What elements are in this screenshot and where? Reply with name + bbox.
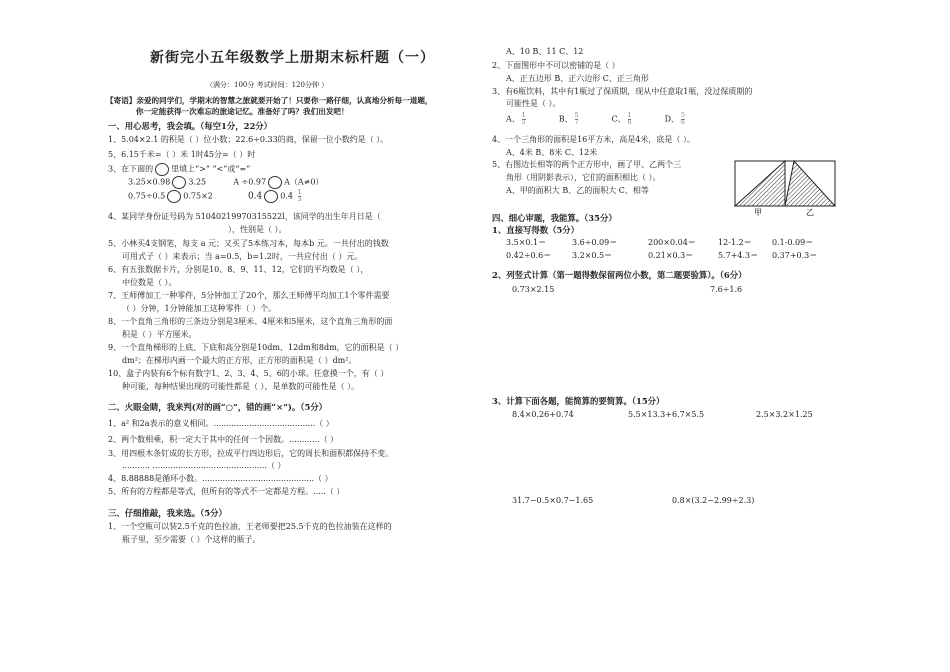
compare-4-left: 0.4	[247, 191, 263, 202]
q1-5: 5、小林买4支钢笔，每支 a 元；又买了5本练习本，每本b 元。一共付出的钱数	[108, 239, 389, 248]
q2-2: 2、两个数相乘，积一定大于其中的任何一个因数。............（ ）	[108, 435, 339, 444]
calc-1: 8.4×0.26+0.74	[512, 410, 574, 419]
q2-5: 5、所有的方程都是等式，但所有的等式不一定都是方程。.....（ ）	[108, 487, 345, 496]
q1-3-row1	[108, 176, 323, 189]
triangle-jia	[735, 161, 785, 206]
q3-5: 5、右图边长相等的两个正方形中，画了甲、乙两个三	[492, 160, 682, 169]
q3-3: 3、有6瓶饮料，其中有1瓶过了保质期，现从中任意取1瓶，没过保质期的	[492, 87, 753, 96]
section2-heading: 二、火眼金睛，我来判(对的画“○”，错的画“×”)。（5分）	[108, 402, 328, 412]
vertical-calc-1: 0.73×2.15	[512, 285, 555, 294]
mental-item: 5.7+4.3＝	[718, 251, 759, 260]
compare-2-right: A（A≠0）	[284, 177, 324, 187]
q3-4-options: A、4米 B、8米 C、12米	[506, 148, 598, 157]
answer-circle	[155, 163, 169, 176]
q3-3-options: A、 $\frac{1}{5}$ B、 $\frac{5}{7}$ C、 $\frac{1}{6}$ D、 $\frac{5}{6}$	[506, 112, 685, 126]
q2-3b: ........... .............................................（ ）	[122, 461, 286, 470]
q1-6: 6、有五张数据卡片，分别是10、8、9、11、12，它们的平均数是（ ），	[108, 265, 369, 274]
fraction: $\frac{1}{3}$	[297, 189, 302, 203]
q3-5b: 角形（用阴影表示），它们的面积相比（ ）。	[506, 173, 661, 182]
q1-6b: 中位数是（ ）。	[122, 278, 177, 287]
compare-1-right: 3.25	[188, 177, 207, 187]
q1-3-row2	[108, 190, 303, 203]
fraction: $\frac{5}{6}$	[680, 112, 685, 126]
compare-circle	[268, 176, 282, 189]
triangle-yi	[785, 161, 835, 206]
q3-1-options: A、10 B、11 C、12	[506, 47, 584, 56]
q3-1b: 瓶子里，至少需要（ ）个这样的瓶子。	[122, 535, 261, 544]
calc-5: 0.8×(3.2−2.99÷2.3)	[672, 496, 755, 505]
q1-9b: dm²；在梯形内画一个最大的正方形，正方形的面积是（ ）dm²。	[122, 356, 357, 365]
label-jia: 甲	[754, 208, 762, 217]
mental-item: 0.37+0.3＝	[772, 251, 818, 260]
q2-1: 1、a² 和2a表示的意义相同。........................................（ ）	[108, 419, 334, 428]
q3-1: 1、一个空瓶可以装2.5千克的色拉油，王老师要把25.5千克的色拉油装在这样的	[108, 522, 392, 531]
q1-8: 8、一个直角三角形的三条边分别是3厘米、4厘米和5厘米，这个直角三角形的面	[108, 317, 393, 326]
compare-circle	[264, 190, 278, 203]
q1-3-text-b: 里填上“>” “<”或“=”	[171, 164, 251, 174]
mental-item: 3.5×0.1＝	[506, 238, 547, 247]
q1-5b: 可用式子（ ）来表示；当 a=0.5，b=1.2时，一共应付出（ ）元。	[122, 252, 363, 261]
calc-2: 5.5×13.3+6.7×5.5	[628, 410, 705, 419]
q1-2: 5、6.15千米=（ ）米 1时45分=（ ）时	[108, 150, 256, 159]
calc-3: 2.5×3.2×1.25	[756, 410, 813, 419]
mental-item: 0.42÷0.6＝	[506, 251, 552, 260]
q3-3b: 可能性是（ ）。	[506, 99, 561, 108]
q1-3-text-a: 3、在下面的	[108, 164, 154, 174]
fraction: $\frac{1}{6}$	[627, 112, 632, 126]
fraction: $\frac{5}{7}$	[574, 112, 579, 126]
mental-item: 12-1.2＝	[718, 238, 752, 247]
squares-triangle-figure	[734, 160, 840, 218]
q1-10: 10、盒子内装有6个标有数字1、2、3、4、5、6的小球。任意摸一个，有（ ）	[108, 369, 389, 378]
q1-4: 4、某同学身份证号码为 51040219970315522l，该同学的出生年月日是（	[108, 212, 381, 221]
compare-2-left: A ÷0.97	[233, 177, 267, 187]
section4-heading: 四、细心审题，我能算。（35分）	[492, 213, 617, 223]
q3-2: 2、下面图形中不可以密铺的是（ ）	[492, 61, 620, 70]
calc-4: 31.7−0.5×0.7−1.65	[512, 496, 594, 505]
mental-item: 3.2×0.5＝	[572, 251, 613, 260]
q3-4: 4、一个三角形的面积是16平方米，高是4米，底是（ ）。	[492, 135, 695, 144]
q3-5-options: A、甲的面积大 B、乙的面积大 C、相等	[506, 186, 649, 195]
label-yi: 乙	[806, 208, 814, 217]
mental-item: 0.21×0.3＝	[648, 251, 694, 260]
q1-3	[108, 163, 250, 176]
q1-4b: ），性别是（ ）。	[228, 225, 287, 234]
compare-1-left: 3.25×0.98	[128, 177, 171, 187]
mental-item: 0.1-0.09＝	[772, 238, 814, 247]
page-subtitle: （满分：100分 考试时间：120分钟 ）	[206, 81, 329, 89]
q1-7b: （ ）分钟，1分钟能加工这种零件（ ）个。	[122, 304, 277, 313]
compare-3-left: 0.75÷0.5	[128, 191, 166, 201]
section3-heading: 三、仔细推敲，我来选。（5分）	[108, 508, 227, 518]
q1-9: 9、一个直角梯形的上底、下底和高分别是10dm、12dm和8dm，它的面积是（ ）	[108, 343, 404, 352]
q1-7: 7、王师傅加工一种零件，5分钟加工了20个，那么王师傅平均加工1个零件需要	[108, 291, 390, 300]
section4-sub3: 3、计算下面各题，能简算的要简算。（15分）	[492, 396, 665, 406]
mental-item: 3.6÷0.09＝	[572, 238, 618, 247]
q1-8b: 积是（ ）平方厘米。	[122, 330, 197, 339]
section1-heading: 一、用心思考，我会填。（每空1分，22分）	[108, 121, 273, 131]
q2-4: 4、8.88888是循环小数。............................................（ ）	[108, 474, 333, 483]
q3-2-options: A、正五边形 B、正六边形 C、正三角形	[506, 74, 649, 83]
q2-3: 3、用四根木条钉成的长方形，拉成平行四边形后，它的周长和面积都保持不变。	[108, 449, 394, 458]
q1-10b: 种可能，每种结果出现的可能性都是（ ），是单数的可能性是（ ）。	[122, 382, 360, 391]
mental-item: 200×0.04＝	[648, 238, 696, 247]
fraction: $\frac{1}{5}$	[521, 112, 526, 126]
intro-line-2: 你一定能获得一次难忘的旅途记忆。准备好了吗？我们出发吧！	[136, 107, 349, 116]
compare-3-right: 0.75×2	[183, 191, 213, 201]
compare-circle	[172, 176, 186, 189]
q1-1: 1、5.04×2.1 的积是（ ）位小数；22.6÷0.33的商，保留一位小数约是（ ）。	[108, 135, 389, 144]
intro-line-1: 【寄语】亲爱的同学们，学期末的智慧之旅就要开始了！只要你一路仔细，认真地分析每一道题，	[106, 96, 433, 105]
vertical-calc-2: 7.6÷1.6	[710, 285, 743, 294]
page-title: 新街完小五年级数学上册期末标杆题（一）	[150, 50, 435, 66]
compare-4-right: 0.4	[280, 191, 294, 201]
section4-sub1: 1、直接写得数（5分）	[492, 225, 580, 235]
compare-circle	[167, 190, 181, 203]
section4-sub2: 2、列竖式计算（第一题得数保留两位小数，第二题要验算）。（6分）	[492, 270, 747, 280]
